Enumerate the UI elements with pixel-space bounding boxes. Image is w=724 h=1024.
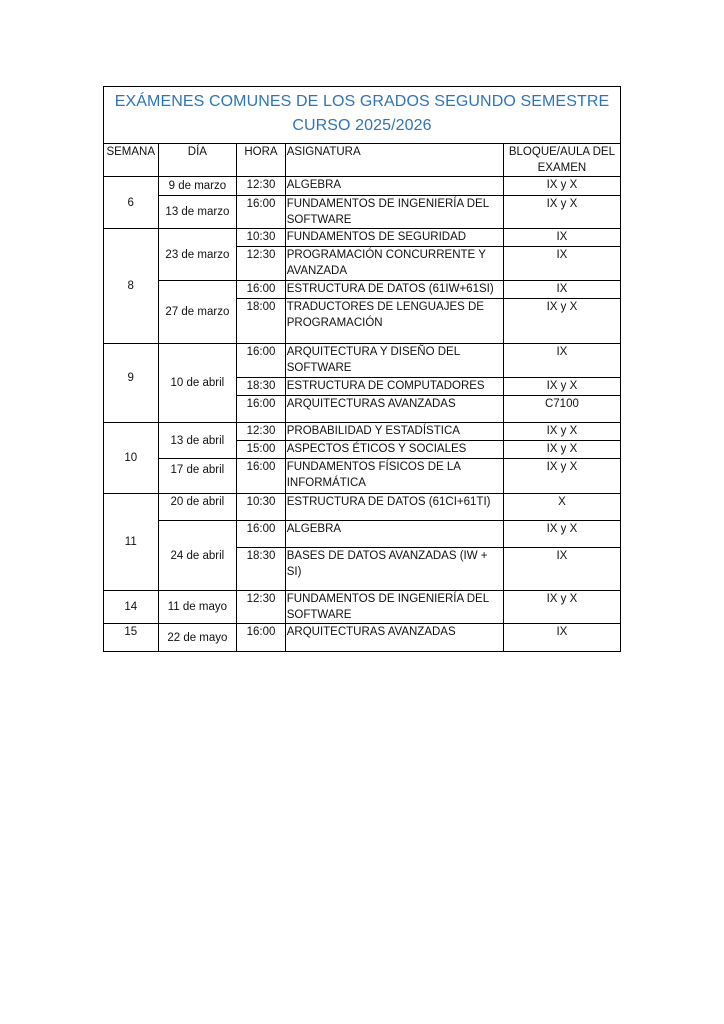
room-cell: IX y X [503, 177, 620, 196]
room-cell: IX [503, 548, 620, 591]
subject-cell: FUNDAMENTOS DE INGENIERÍA DEL SOFTWARE [285, 591, 503, 624]
week-cell: 14 [104, 591, 159, 624]
room-cell: IX y X [503, 299, 620, 344]
subject-cell: PROBABILIDAD Y ESTADÍSTICA [285, 423, 503, 441]
page-subtitle: CURSO 2025/2026 [292, 117, 432, 134]
subject-cell: ARQUITECTURAS AVANZADAS [285, 396, 503, 423]
time-cell: 12:30 [237, 177, 285, 196]
table-row [104, 494, 621, 521]
table-row [104, 344, 621, 378]
subject-cell: ESTRUCTURA DE COMPUTADORES [285, 378, 503, 396]
table-row [104, 624, 621, 652]
day-cell: 27 de marzo [158, 281, 237, 344]
header-asignatura: ASIGNATURA [285, 144, 503, 177]
table-row [104, 521, 621, 548]
subject-cell: BASES DE DATOS AVANZADAS (IW + SI) [285, 548, 503, 591]
week-cell: 10 [104, 423, 159, 494]
subject-cell: ESTRUCTURA DE DATOS (61IW+61SI) [285, 281, 503, 299]
day-cell: 11 de mayo [158, 591, 237, 624]
table-row [104, 459, 621, 494]
time-cell: 10:30 [237, 494, 285, 521]
time-cell: 12:30 [237, 423, 285, 441]
subject-cell: ALGEBRA [285, 177, 503, 196]
time-cell: 16:00 [237, 459, 285, 494]
time-cell: 16:00 [237, 281, 285, 299]
table-row [104, 423, 621, 441]
room-cell: IX y X [503, 521, 620, 548]
room-cell: IX y X [503, 378, 620, 396]
time-cell: 16:00 [237, 624, 285, 652]
time-cell: 16:00 [237, 196, 285, 229]
time-cell: 18:00 [237, 299, 285, 344]
day-cell: 13 de marzo [158, 196, 237, 229]
room-cell: X [503, 494, 620, 521]
week-cell: 15 [104, 624, 159, 652]
time-cell: 10:30 [237, 229, 285, 247]
room-cell: IX [503, 624, 620, 652]
subject-cell: ESTRUCTURA DE DATOS (61CI+61TI) [285, 494, 503, 521]
time-cell: 18:30 [237, 548, 285, 591]
table-row [104, 196, 621, 229]
room-cell: IX [503, 344, 620, 378]
subject-cell: PROGRAMACIÓN CONCURRENTE Y AVANZADA [285, 247, 503, 281]
exam-table [103, 143, 621, 652]
room-cell: C7100 [503, 396, 620, 423]
time-cell: 12:30 [237, 247, 285, 281]
day-cell: 17 de abril [158, 459, 237, 494]
time-cell: 16:00 [237, 521, 285, 548]
table-row [104, 177, 621, 196]
table-row [104, 591, 621, 624]
table-row [104, 229, 621, 247]
time-cell: 16:00 [237, 344, 285, 378]
week-cell: 6 [104, 177, 159, 229]
subject-cell: ASPECTOS ÉTICOS Y SOCIALES [285, 441, 503, 459]
title-box [103, 86, 621, 143]
subject-cell: FUNDAMENTOS FÍSICOS DE LA INFORMÁTICA [285, 459, 503, 494]
room-cell: IX y X [503, 591, 620, 624]
time-cell: 16:00 [237, 396, 285, 423]
room-cell: IX [503, 247, 620, 281]
subject-cell: FUNDAMENTOS DE INGENIERÍA DEL SOFTWARE [285, 196, 503, 229]
day-cell: 9 de marzo [158, 177, 237, 196]
room-cell: IX y X [503, 441, 620, 459]
room-cell: IX [503, 281, 620, 299]
header-semana: SEMANA [104, 144, 159, 177]
time-cell: 12:30 [237, 591, 285, 624]
header-hora: HORA [237, 144, 285, 177]
page-title: EXÁMENES COMUNES DE LOS GRADOS SEGUNDO SEMESTRE [114, 93, 610, 110]
day-cell: 10 de abril [158, 344, 237, 423]
subject-cell: FUNDAMENTOS DE SEGURIDAD [285, 229, 503, 247]
room-cell: IX y X [503, 459, 620, 494]
time-cell: 18:30 [237, 378, 285, 396]
day-cell: 23 de marzo [158, 229, 237, 281]
day-cell: 22 de mayo [158, 624, 237, 652]
table-row [104, 281, 621, 299]
week-cell: 8 [104, 229, 159, 344]
subject-cell: ALGEBRA [285, 521, 503, 548]
header-aula: BLOQUE/AULA DEL EXAMEN [503, 144, 620, 177]
subject-cell: TRADUCTORES DE LENGUAJES DE PROGRAMACIÓN [285, 299, 503, 344]
room-cell: IX y X [503, 423, 620, 441]
header-dia: DÍA [158, 144, 237, 177]
table-header-row [104, 144, 621, 177]
week-cell: 11 [104, 494, 159, 591]
day-cell: 13 de abril [158, 423, 237, 459]
day-cell: 20 de abril [158, 494, 237, 521]
day-cell: 24 de abril [158, 521, 237, 591]
exam-schedule [103, 86, 621, 652]
room-cell: IX y X [503, 196, 620, 229]
subject-cell: ARQUITECTURA Y DISEÑO DEL SOFTWARE [285, 344, 503, 378]
time-cell: 15:00 [237, 441, 285, 459]
week-cell: 9 [104, 344, 159, 423]
room-cell: IX [503, 229, 620, 247]
subject-cell: ARQUITECTURAS AVANZADAS [285, 624, 503, 652]
